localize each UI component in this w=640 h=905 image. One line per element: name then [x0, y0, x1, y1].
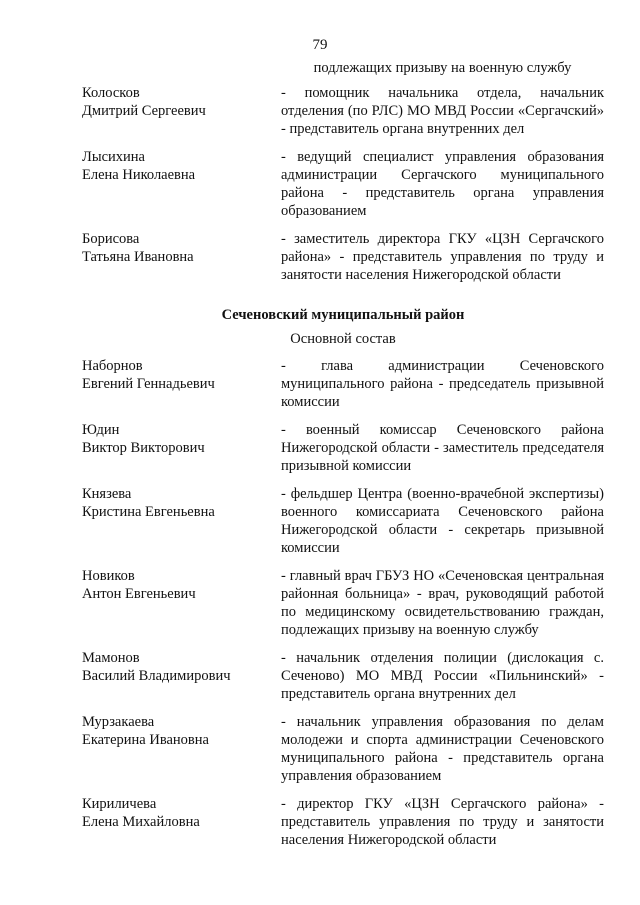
member-name [82, 230, 281, 284]
member-name [82, 84, 281, 138]
member-position: - начальник отделения полиции (дислокация с. Сеченово) МО МВД России «Пильнинский» - представитель органа внутренних дел [281, 650, 604, 702]
member-last-name: Борисова [82, 231, 140, 247]
member-name [82, 713, 281, 785]
member-last-name: Наборнов [82, 358, 143, 374]
member-entry [82, 795, 604, 849]
member-first-middle-name: Дмитрий Сергеевич [82, 103, 206, 119]
member-position: - фельдшер Центра (военно-врачебной экспертизы) военного комиссариата Сеченовского района Нижегородской области - секретарь призывной комиссии [281, 486, 604, 556]
member-name [82, 357, 281, 411]
member-position: - начальник управления образования по делам молодежи и спорта администрации Сеченовского муниципального района - представитель органа управления образованием [281, 714, 604, 784]
member-position: - заместитель директора ГКУ «ЦЗН Сергачского района» - представитель управления по труду и занятости населения Нижегородской области [281, 231, 604, 283]
section-title: Сеченовский муниципальный район [221, 307, 465, 323]
member-name [82, 148, 281, 220]
member-entry [82, 649, 604, 703]
member-position: - глава администрации Сеченовского муниципального района - председатель призывной комиссии [281, 358, 604, 410]
continuation-text: подлежащих призыву на военную службу [313, 60, 572, 76]
member-entry [82, 357, 604, 411]
member-entry [82, 485, 604, 557]
member-name [82, 649, 281, 703]
member-last-name: Колосков [82, 85, 140, 101]
member-first-middle-name: Екатерина Ивановна [82, 732, 209, 748]
member-position: - военный комиссар Сеченовского района Нижегородской области - заместитель председателя призывной комиссии [281, 422, 604, 474]
member-entry [82, 421, 604, 475]
member-entry [82, 567, 604, 639]
member-position: - главный врач ГБУЗ НО «Сеченовская центральная районная больница» - врач, руководящий работой по медицинскому освидетельствованию граждан, подлежащих призыву на военную службу [281, 568, 604, 638]
member-entry [82, 148, 604, 220]
member-first-middle-name: Виктор Викторович [82, 440, 205, 456]
member-entry [82, 230, 604, 284]
member-position: - ведущий специалист управления образования администрации Сергачского муниципального района - представитель органа управления образованием [281, 149, 604, 219]
member-entry [82, 84, 604, 138]
member-position: - директор ГКУ «ЦЗН Сергачского района» - представитель управления по труду и занятости населения Нижегородской области [281, 796, 604, 848]
member-first-middle-name: Елена Михайловна [82, 814, 200, 830]
member-last-name: Мамонов [82, 650, 140, 666]
member-position: - помощник начальника отдела, начальник отделения (по РЛС) МО МВД России «Сергачский» - представитель органа внутренних дел [281, 85, 604, 137]
member-first-middle-name: Евгений Геннадьевич [82, 376, 215, 392]
member-name [82, 485, 281, 557]
member-first-middle-name: Елена Николаевна [82, 167, 196, 183]
member-first-middle-name: Татьяна Ивановна [82, 249, 194, 265]
member-last-name: Князева [82, 486, 132, 502]
member-last-name: Новиков [82, 568, 135, 584]
member-first-middle-name: Василий Владимирович [82, 668, 231, 684]
member-last-name: Юдин [82, 422, 120, 438]
member-first-middle-name: Кристина Евгеньевна [82, 504, 215, 520]
member-name [82, 795, 281, 849]
member-last-name: Лысихина [82, 149, 145, 165]
subsection-title: Основной состав [290, 331, 396, 347]
page-number: 79 [312, 37, 328, 53]
member-last-name: Мурзакаева [82, 714, 155, 730]
member-first-middle-name: Антон Евгеньевич [82, 586, 196, 602]
member-last-name: Кириличева [82, 796, 157, 812]
member-entry [82, 713, 604, 785]
member-name [82, 421, 281, 475]
member-name [82, 567, 281, 639]
document-body [82, 59, 604, 859]
